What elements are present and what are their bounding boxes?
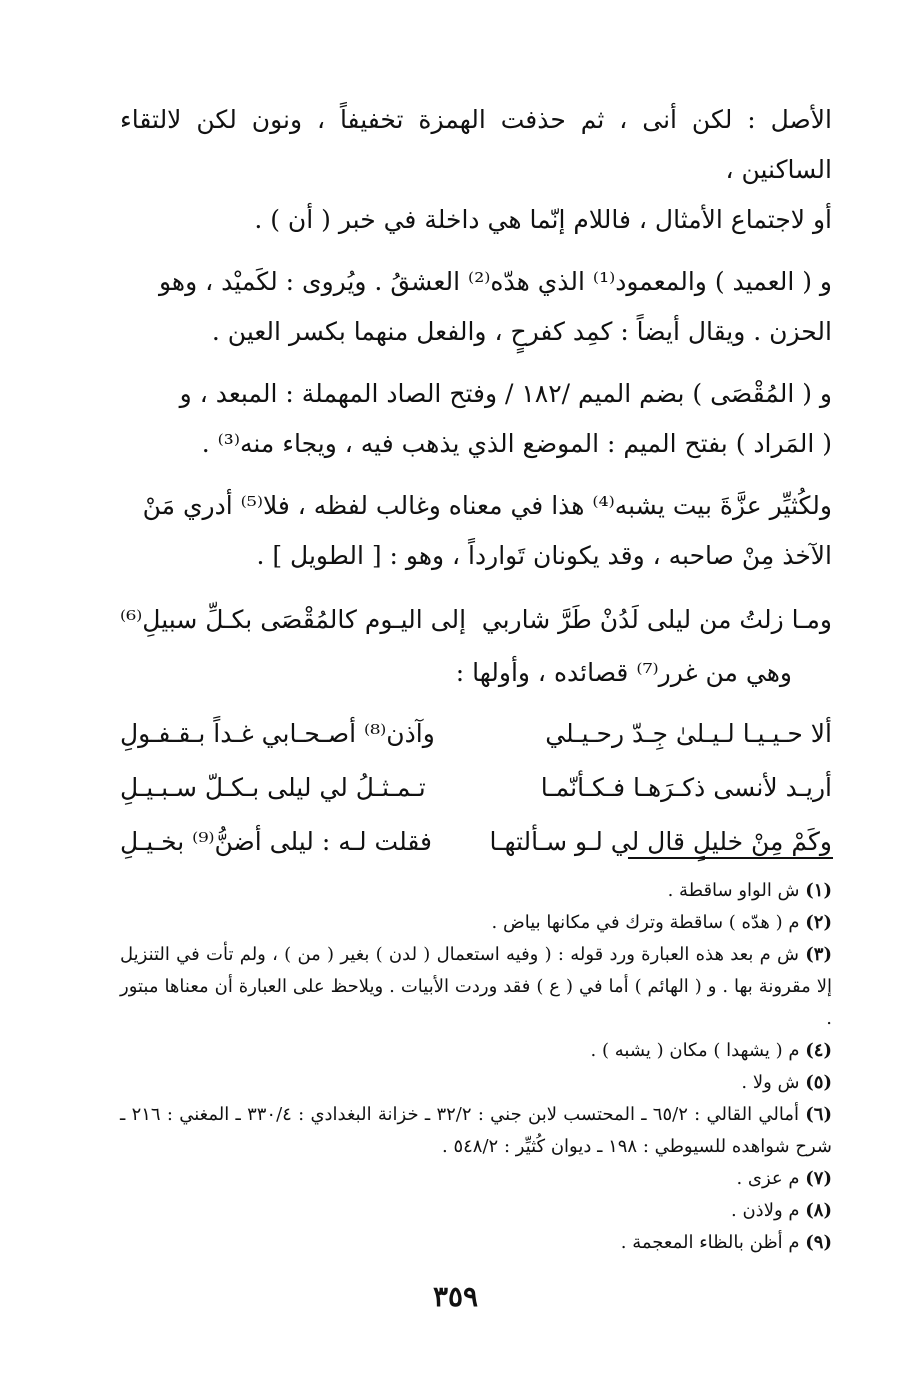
paragraph-1 — [120, 95, 832, 245]
footnote-text: م ( يشهدا ) مكان ( يشبه ) . — [590, 1040, 800, 1061]
footnote — [120, 1099, 832, 1163]
footnote-text: م ولاذن . — [731, 1200, 800, 1221]
paragraph-3 — [120, 369, 832, 469]
text-line: ( المَراد ) بفتح الميم : الموضع الذي يذهب فيه ، ويجاء منه⁽³⁾ . — [201, 429, 832, 458]
footnote-text: ش ولا . — [741, 1072, 800, 1093]
footnote-number: (١) — [805, 880, 832, 901]
verse-first-hemistich: أريـد لأنسى ذكـرَهـا فـكـأنّمـا — [540, 773, 832, 802]
footnote — [120, 875, 832, 907]
verse-second-hemistich: وآذن⁽⁸⁾ أصـحـابي غـداً بـقـفـولِ — [120, 719, 435, 748]
text-line: و ( العميد ) والمعمود⁽¹⁾ الذي هدّه⁽²⁾ العشقُ . ويُروى : لكَميْد ، وهو — [159, 267, 832, 296]
verse-main — [120, 593, 832, 647]
page-body — [120, 95, 832, 899]
text-line: الآخذ مِنْ صاحبه ، وقد يكونان تَوارداً ، وهو : [ الطويل ] . — [256, 541, 832, 570]
footnote-text: ش الواو ساقطة . — [667, 880, 800, 901]
verse-second-hemistich: إلى اليـوم كالمُقْصَى بكـلِّ سبيلِ⁽⁶⁾ — [120, 605, 467, 634]
footnote-number: (٩) — [805, 1232, 832, 1253]
footnote-number: (٣) — [805, 944, 832, 965]
poem-verse-3 — [120, 815, 832, 869]
footnote — [120, 907, 832, 939]
footnote-number: (٧) — [805, 1168, 832, 1189]
footnote — [120, 1227, 832, 1259]
poem-intro: وهي من غرر⁽⁷⁾ قصائده ، وأولها : — [455, 658, 792, 687]
footnote-text: م أظن بالظاء المعجمة . — [620, 1232, 800, 1253]
paragraph-4 — [120, 481, 832, 581]
poem-verse-2 — [120, 761, 832, 815]
text-line: أو لاجتماع الأمثال ، فاللام إنّما هي داخلة في خبر ( أن ) . — [254, 205, 832, 234]
verse-first-hemistich: وكَمْ مِنْ خليلٍ قال لي لـو سـألتهـا — [489, 827, 832, 856]
poem-verse-1 — [120, 707, 832, 761]
footnote-number: (٤) — [805, 1040, 832, 1061]
page-number: ٣٥٩ — [432, 1280, 479, 1313]
verse-first-hemistich: ألا حـيـيـا لـيـلىٰ جِـدّ رحـيـلي — [545, 719, 832, 748]
verse-second-hemistich: تـمـثـلُ لي ليلى بـكـلّ سـبـيـلِ — [120, 773, 426, 802]
paragraph-2 — [120, 257, 832, 357]
footnote-text: م ( هدّه ) ساقطة وترك في مكانها بياض . — [491, 912, 800, 933]
footnote-number: (٢) — [805, 912, 832, 933]
text-line: ولكُثيِّر عزَّةَ بيت يشبه⁽⁴⁾ هذا في معناه وغالب لفظه ، فلا⁽⁵⁾ أدري مَنْ — [142, 491, 832, 520]
footnote-text: ش م بعد هذه العبارة ورد قوله : ( وفيه استعمال ( لدن ) بغير ( من ) ، ولم تأت في التنزيل إلا مقرونة بها . و ( الهائم ) أما في ( ع ) فقد وردت الأبيات . ويلاحظ على العبارة أن معناها مبتور . — [120, 944, 832, 1029]
footnote — [120, 1035, 832, 1067]
footnote-text: م عزى . — [736, 1168, 800, 1189]
footnote-number: (٦) — [805, 1104, 832, 1125]
verse-first-hemistich: ومـا زلتُ من ليلى لَدُنْ طَرَّ شاربي — [481, 605, 832, 634]
footnote-number: (٥) — [805, 1072, 832, 1093]
text-line: الأصل : لكن أنى ، ثم حذفت الهمزة تخفيفاً ، ونون لكن لالتقاء الساكنين ، — [120, 105, 832, 184]
footnotes — [120, 875, 832, 1259]
poem — [120, 707, 832, 869]
footnote — [120, 939, 832, 1035]
footnote — [120, 1163, 832, 1195]
footnote-number: (٨) — [805, 1200, 832, 1221]
text-line: و ( المُقْصَى ) بضم الميم /١٨٢ / وفتح الصاد المهملة : المبعد ، و — [179, 379, 832, 408]
footnote — [120, 1195, 832, 1227]
text-line: الحزن . ويقال أيضاً : كمِد كفرحٍ ، والفعل منهما بكسر العين . — [211, 317, 832, 346]
verse-second-hemistich: فقلت لـه : ليلى أضنُّ⁽⁹⁾ بخـيـلِ — [120, 827, 432, 856]
footnote-text: أمالي القالي : ٦٥/٢ ـ المحتسب لابن جني : ٣٢/٢ ـ خزانة البغدادي : ٣٣٠/٤ ـ المغني : ٢١٦ ـ شرح شواهده للسيوطي : ١٩٨ ـ ديوان كُثيِّر : ٥٤٨/٢ . — [120, 1104, 832, 1157]
footnote — [120, 1067, 832, 1099]
footnote-divider — [628, 857, 833, 859]
